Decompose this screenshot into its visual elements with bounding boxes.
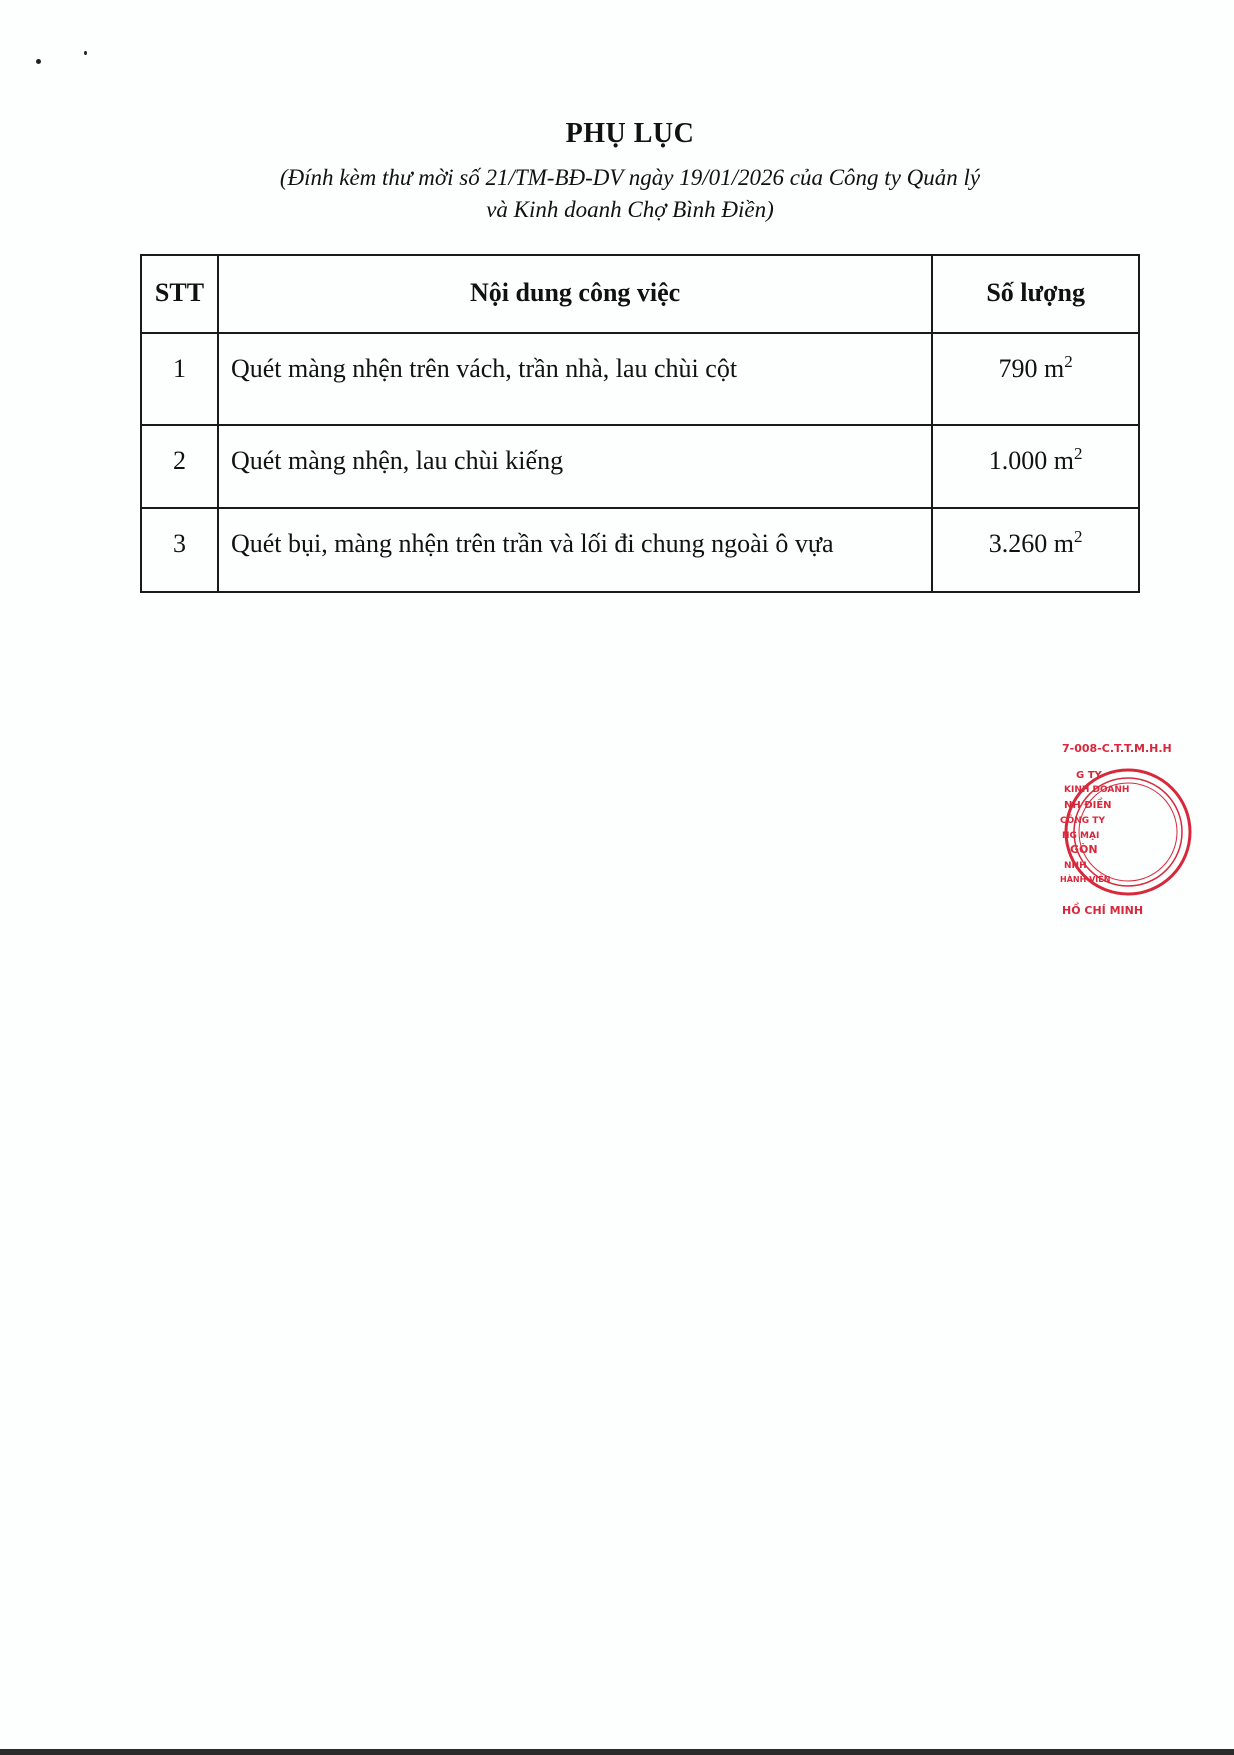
row-content: Quét màng nhện, lau chùi kiếng <box>218 425 932 508</box>
unit-exponent: 2 <box>1064 352 1073 371</box>
row-stt: 3 <box>141 508 218 592</box>
company-seal <box>1058 722 1198 942</box>
document-title: PHỤ LỤC <box>565 118 695 149</box>
table-row <box>141 508 1139 592</box>
row-stt: 2 <box>141 425 218 508</box>
scan-speck <box>84 51 87 55</box>
work-items-table <box>140 254 1140 593</box>
seal-text-line: CÔNG TY <box>1060 816 1105 826</box>
header-stt: STT <box>141 255 218 333</box>
unit-exponent: 2 <box>1074 527 1083 546</box>
seal-text-line: HÀNH VIÊN <box>1060 875 1111 884</box>
row-quantity <box>932 333 1139 425</box>
seal-text-line: G TY <box>1076 770 1102 781</box>
seal-text-line: KINH DOANH <box>1064 785 1130 795</box>
seal-text-line: 7-008-C.T.T.M.H.H <box>1062 742 1172 755</box>
scan-edge <box>0 1749 1234 1755</box>
seal-text-line: NH ĐIỀN <box>1064 800 1112 811</box>
scan-speck <box>36 59 41 64</box>
seal-text-line: NG MẠI <box>1062 831 1100 841</box>
row-content: Quét bụi, màng nhện trên trần và lối đi chung ngoài ô vựa <box>218 508 932 592</box>
document-subtitle <box>200 162 1060 226</box>
row-quantity <box>932 508 1139 592</box>
quantity-value: 1.000 m <box>988 446 1075 475</box>
table-row <box>141 425 1139 508</box>
row-content: Quét màng nhện trên vách, trần nhà, lau chùi cột <box>218 333 932 425</box>
seal-text-line: GÒN <box>1070 843 1098 856</box>
header-content: Nội dung công việc <box>218 255 932 333</box>
seal-text-line: NHH <box>1064 861 1087 871</box>
header-quantity: Số lượng <box>932 255 1139 333</box>
unit-exponent: 2 <box>1074 444 1083 463</box>
table-row <box>141 333 1139 425</box>
row-quantity <box>932 425 1139 508</box>
subtitle-line-2: và Kinh doanh Chợ Bình Điền) <box>486 197 774 222</box>
table-header-row <box>141 255 1139 333</box>
quantity-value: 790 m <box>998 354 1065 383</box>
row-stt: 1 <box>141 333 218 425</box>
subtitle-line-1: (Đính kèm thư mời số 21/TM-BĐ-DV ngày 19/01/2026 của Công ty Quản lý <box>279 165 981 190</box>
quantity-value: 3.260 m <box>988 529 1075 558</box>
seal-text-line: HỒ CHÍ MINH <box>1062 904 1144 917</box>
